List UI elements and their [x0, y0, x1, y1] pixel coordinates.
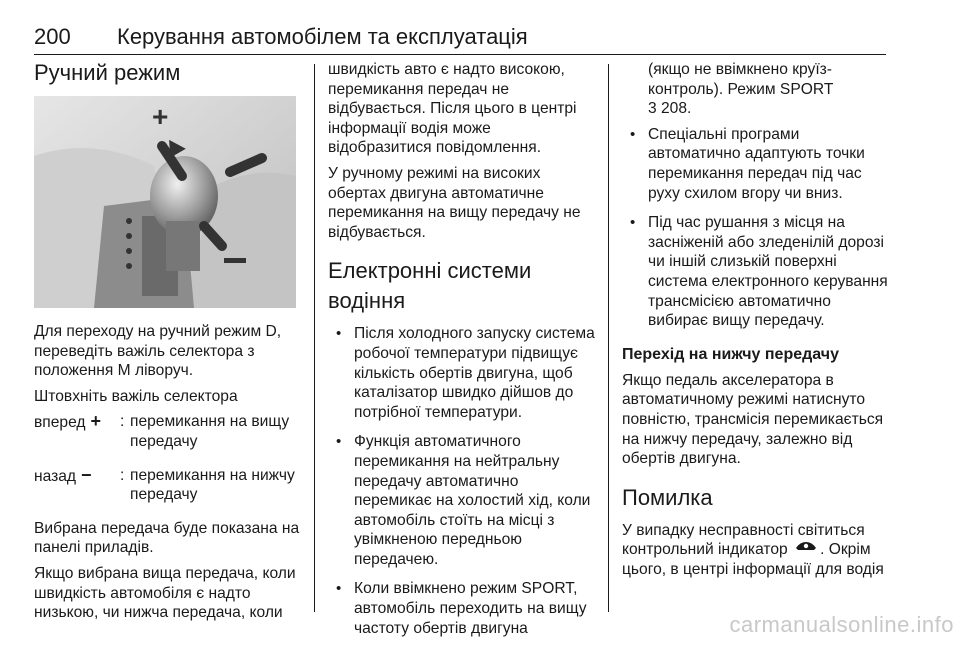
paragraph: Якщо вибрана вища передача, коли швидкість автомобіля є надто низькою, чи нижча передача, коли [34, 564, 296, 622]
paragraph: Вибрана передача буде показана на панелі приладів. [34, 519, 300, 557]
definition-desc: перемикання на вищу передачу [130, 413, 290, 450]
gear-lever-photo [34, 96, 296, 308]
paragraph: У ручному режимі на високих обертах двигуна автоматичне перемикання на вищу передачу не відбувається. [328, 164, 581, 241]
definition-row [34, 412, 304, 451]
page-reference-link[interactable]: 3 208. [648, 100, 692, 118]
list-item: • Після холодного запуску система робочої температури підвищує кількість обертів двигуна, щоб каталізатор швидко дійшов до потрібної температури. [328, 324, 598, 422]
section-title-manual-mode: Ручний режим [34, 60, 181, 85]
chapter-title: Керування автомобілем та експлуатація [117, 24, 528, 49]
page-header [34, 24, 886, 55]
paragraph-text: . Окрім цього, в центрі інформації для водія [622, 541, 884, 578]
section-title-electronic-driving: Електронні системи водіння [328, 258, 532, 314]
shift-definitions [34, 412, 304, 504]
transmission-warning-icon [794, 540, 818, 560]
column-divider [314, 64, 315, 612]
paragraph-text: (якщо не ввімкнено круїз-контроль). Режим SPORT [648, 61, 834, 98]
svg-text:+: + [152, 101, 169, 132]
colon: : [120, 413, 125, 431]
page-number: 200 [34, 24, 71, 49]
paragraph [622, 60, 892, 119]
definition-desc: перемикання на нижчу передачу [130, 466, 295, 504]
paragraph: швидкість авто є надто високою, перемикання передач не відбувається. Після цього в центрі інформації водія може відобразитися повідомлення. [328, 61, 577, 157]
watermark: carmanualsonline.info [729, 612, 954, 637]
subheading-downshift: Перехід на нижчу передачу [622, 345, 839, 363]
plus-icon: + [90, 411, 102, 432]
bullet-list [328, 324, 598, 638]
list-item: • Спеціальні програми автоматично адаптують точки перемикання передач під час руху схилом вгору чи вниз. [622, 125, 892, 203]
column-1 [34, 60, 304, 629]
paragraph [622, 521, 892, 580]
column-3 [622, 60, 892, 586]
column-2 [328, 60, 598, 648]
definition-term: вперед [34, 414, 86, 432]
paragraph: Штовхніть важіль селектора [34, 387, 238, 405]
list-item: • Функція автоматичного перемикання на нейтральну передачу автоматично перемикає на холостий хід, коли автомобіль стоїть на місці з увімкненою передньою передачею. [328, 432, 598, 569]
column-divider [608, 64, 609, 612]
paragraph: Для переходу на ручний режим D, переведіть важіль селектора з положення M ліворуч. [34, 323, 282, 380]
list-item: • Під час рушання з місця на засніженій або зледенілій дорозі чи іншій слизькій поверхні система електронного керування трансмісією автоматично вибирає вищу передачу. [622, 213, 892, 331]
section-title-fault: Помилка [622, 484, 713, 510]
definition-term: назад [34, 467, 77, 485]
bullet-list [622, 125, 892, 331]
definition-row [34, 466, 304, 505]
minus-icon: − [81, 464, 92, 485]
paragraph: Якщо педаль акселератора в автоматичному режимі натиснуто повністю, трансмісія перемикається на нижчу передачу, залежно від обертів двигуна. [622, 371, 884, 468]
paragraph-text: У випадку несправності світиться контрольний індикатор [622, 521, 865, 559]
colon: : [120, 466, 125, 484]
list-item: • Коли ввімкнено режим SPORT, автомобіль переходить на вищу частоту обертів двигуна [328, 579, 598, 638]
gear-lever-illustration [34, 96, 296, 308]
